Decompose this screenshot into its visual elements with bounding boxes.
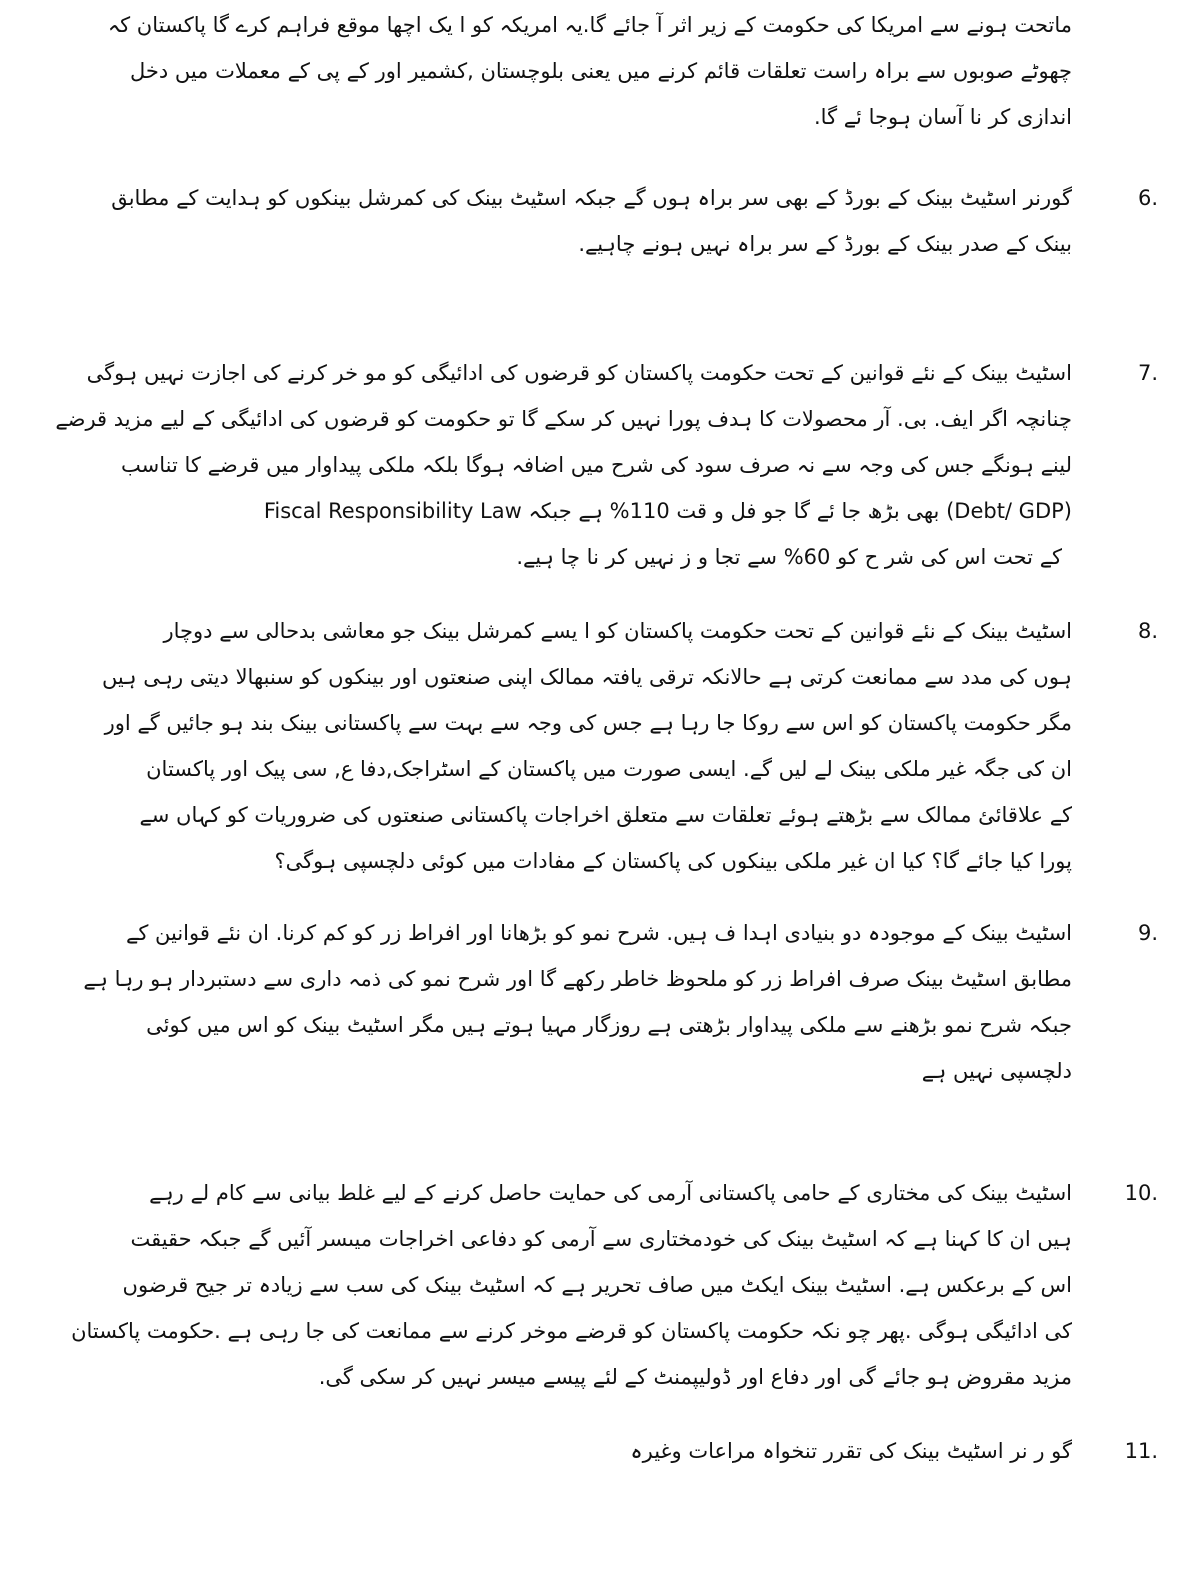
text-line: کے علاقائئ ممالک سے بڑھتے ہوئے تعلقات سے متعلق اخراجات پاکستانی صنعتوں کی ضروریات کو کہاں سے bbox=[139, 803, 1072, 827]
item-number: 8. bbox=[1137, 619, 1158, 643]
text-line: ہوں کی مدد سے ممانعت کرتی ہے حالانکہ ترقی یافتہ ممالک اپنی صنعتوں اور بینکوں کو سنبھالا دیتی رہی ہیں bbox=[101, 665, 1072, 689]
item-number: 7. bbox=[1137, 361, 1158, 385]
text-line: اسٹیٹ بینک کے نئے قوانین کے تحت حکومت پاکستان کو قرضوں کی ادائیگی کو مو خر کرنے کی اجازت نہیں ہوگی bbox=[86, 361, 1072, 385]
text-line: اس کے برعکس ہے. اسٹیٹ بینک ایکٹ میں صاف تحریر ہے کہ اسٹیٹ بینک کی سب سے زیادہ تر جیح قرضوں bbox=[122, 1273, 1072, 1297]
text-line: ہیں ان کا کہنا ہے کہ اسٹیٹ بینک کی خودمختاری سے آرمی کو دفاعی اخراجات میںسر آئیں گے جبکہ حقیقت bbox=[130, 1227, 1072, 1251]
text-line: لینے ہونگے جس کی وجہ سے نہ صرف سود کی شرح میں اضافہ ہوگا بلکہ ملکی پیداوار میں قرضے کا تناسب bbox=[121, 453, 1072, 477]
item-number: 11. bbox=[1124, 1439, 1158, 1463]
item-text bbox=[62, 1428, 1072, 1474]
text-line: اسٹیٹ بینک کے موجودہ دو بنیادی اہدا ف ہیں. شرح نمو کو بڑھانا اور افراط زر کو کم کرنا. ان نئے قوانین کے bbox=[126, 921, 1072, 945]
text-line: جبکہ شرح نمو بڑھنے سے ملکی پیداوار بڑھتی ہے روزگار مہیا ہوتے ہیں مگر اسٹیٹ بینک کو اس میں کوئی bbox=[146, 1013, 1072, 1037]
text-line: چھوٹے صوبوں سے براہ راست تعلقات قائم کرنے میں یعنی بلوچستان ,کشمیر اور کے پی کے معملات میں دخل bbox=[129, 59, 1072, 83]
item-text bbox=[62, 910, 1072, 1094]
intro-text bbox=[62, 2, 1072, 140]
item-number: 6. bbox=[1137, 186, 1158, 210]
item-number: 10. bbox=[1124, 1181, 1158, 1205]
text-line: مزید مقروض ہو جائے گی اور دفاع اور ڈولیپمنٹ کے لئے پیسے میسر نہیں کر سکی گی. bbox=[318, 1365, 1072, 1389]
text-line: پورا کیا جائے گا؟ کیا ان غیر ملکی بینکوں کی پاکستان کے مفادات میں کوئی دلچسپی ہوگی؟ bbox=[274, 849, 1072, 873]
text-line: کے تحت اس کی شر ح کو 60% سے تجا و ز نہیں کر نا چا ہیے. bbox=[516, 545, 1062, 569]
text-line: ماتحت ہونے سے امریکا کی حکومت کے زیر اثر آ جائے گا.یہ امریکہ کو ا یک اچھا موقع فراہم کرے گا پاکستان کہ bbox=[107, 13, 1072, 37]
text-line: اندازی کر نا آسان ہوجا ئے گا. bbox=[814, 105, 1072, 129]
text-line: بینک کے صدر بینک کے بورڈ کے سر براہ نہیں ہونے چاہیے. bbox=[578, 232, 1072, 256]
text-line: چنانچہ اگر ایف. بی. آر محصولات کا ہدف پورا نہیں کر سکے گا تو حکومت کو قرضوں کی ادائیگی کے لیے مزید قرضے bbox=[55, 407, 1072, 431]
text-line: گورنر اسٹیٹ بینک کے بورڈ کے بھی سر براہ ہوں گے جبکہ اسٹیٹ بینک کی کمرشل بینکوں کو ہدایت کے مطابق bbox=[111, 186, 1072, 210]
text-line: مگر حکومت پاکستان کو اس سے روکا جا رہا ہے جس کی وجہ سے بہت سے پاکستانی بینک بند ہو جائیں گے اور bbox=[104, 711, 1072, 735]
text-line: کی ادائیگی ہوگی .پھر چو نکہ حکومت پاکستان کو قرضے موخر کرنے سے ممانعت کی جا رہی ہے .حکومت پاکستان bbox=[71, 1319, 1072, 1343]
text-line: گو ر نر اسٹیٹ بینک کی تقرر تنخواہ مراعات وغیرہ bbox=[630, 1439, 1072, 1463]
text-line: مطابق اسٹیٹ بینک صرف افراط زر کو ملحوظ خاطر رکھے گا اور شرح نمو کی ذمہ داری سے دستبردار ہو رہا ہے bbox=[83, 967, 1072, 991]
item-number: 9. bbox=[1137, 921, 1158, 945]
item-text bbox=[62, 175, 1072, 267]
item-text bbox=[62, 1170, 1072, 1400]
item-text bbox=[27, 350, 1072, 580]
text-line: ان کی جگہ غیر ملکی بینک لے لیں گے. ایسی صورت میں پاکستان کے اسٹراجک,دفا ع, سی پیک اور پاکستان bbox=[146, 757, 1072, 781]
text-line: (Debt/ GDP) بھی بڑھ جا ئے گا جو فل و قت 110% ہے جبکہ Fiscal Responsibility Law bbox=[263, 499, 1072, 523]
item-text bbox=[62, 608, 1072, 884]
text-line: اسٹیٹ بینک کے نئے قوانین کے تحت حکومت پاکستان کو ا یسے کمرشل بینک جو معاشی بدحالی سے دوچار bbox=[163, 619, 1072, 643]
text-line: اسٹیٹ بینک کی مختاری کے حامی پاکستانی آرمی کی حمایت حاصل کرنے کے لیے غلط بیانی سے کام لے رہے bbox=[149, 1181, 1072, 1205]
text-line: دلچسپی نہیں ہے bbox=[921, 1059, 1072, 1083]
